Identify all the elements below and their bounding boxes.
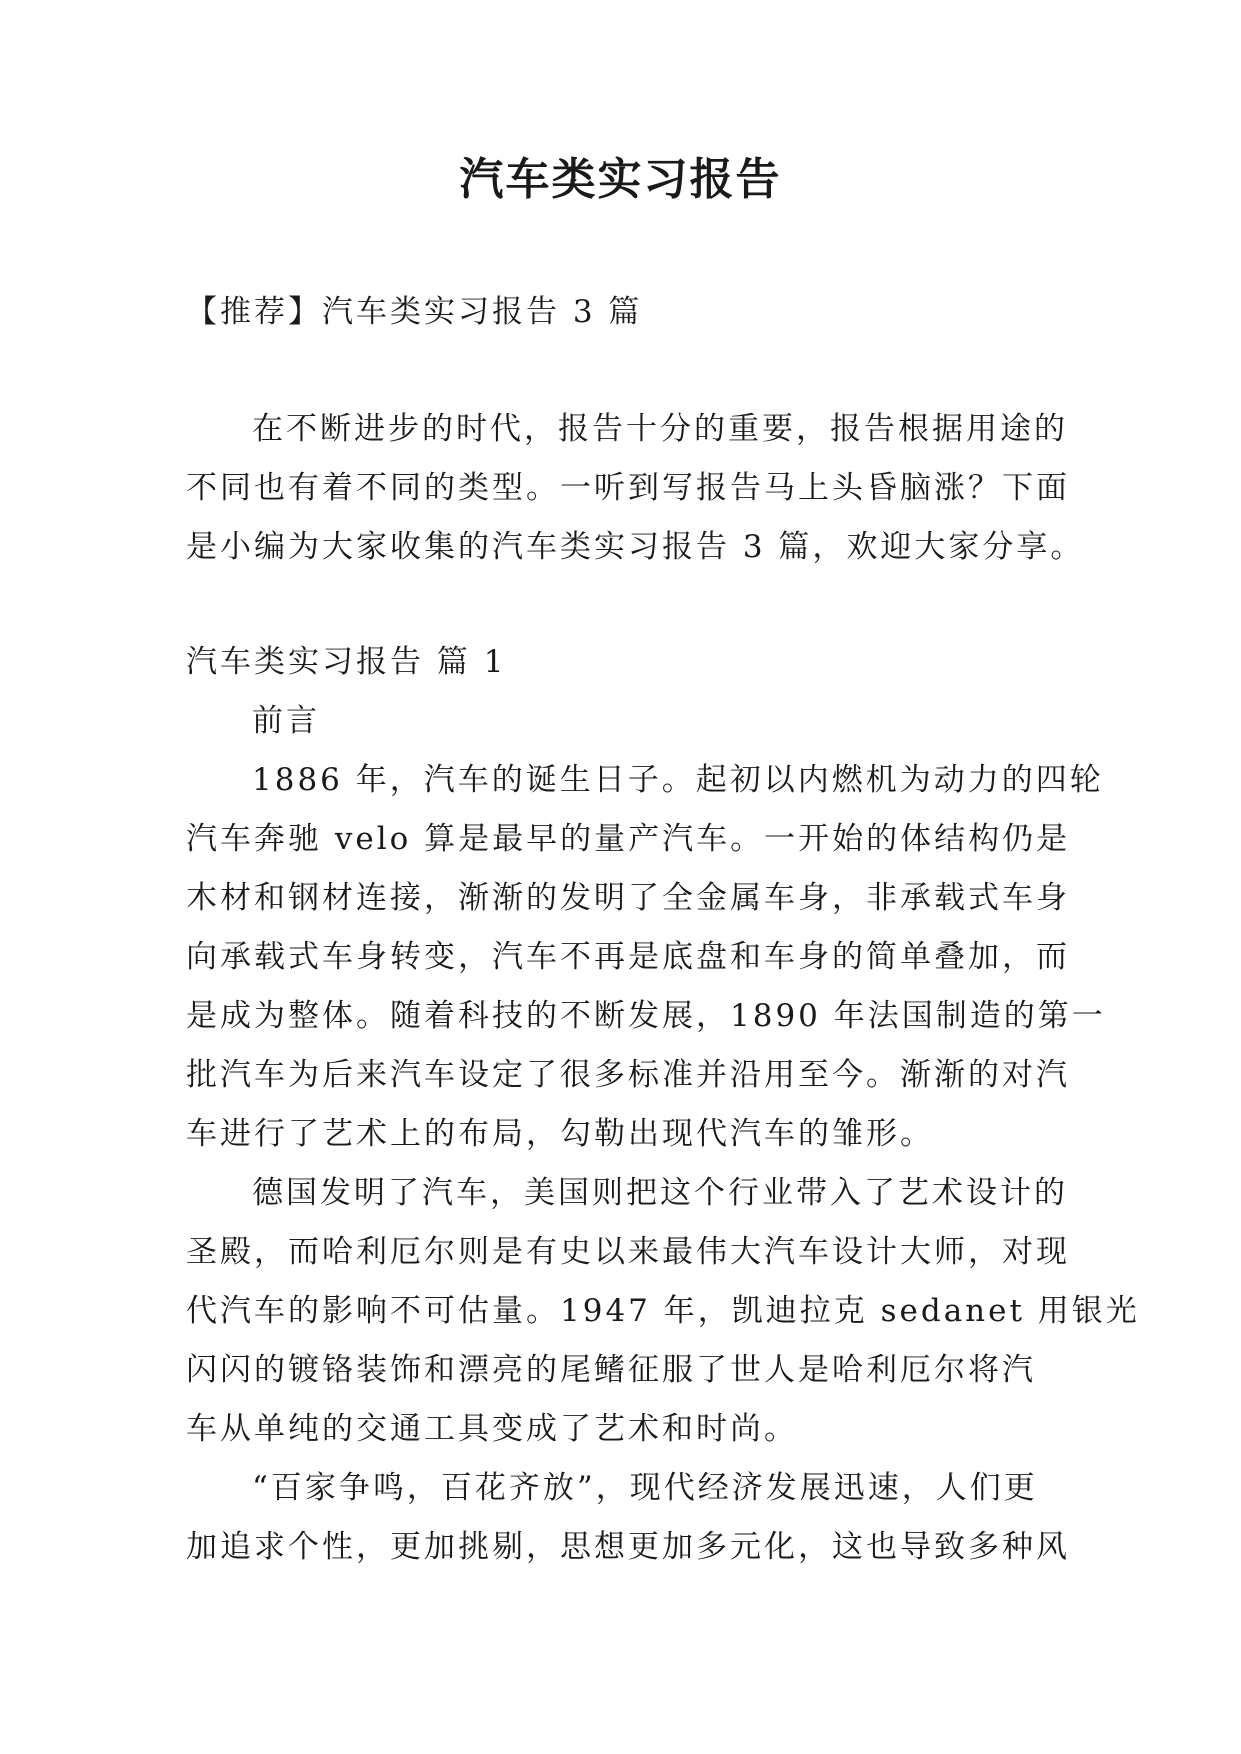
document-subtitle: 【推荐】汽车类实习报告 3 篇 [186,294,643,330]
paragraph-line: 加追求个性，更加挑剔，思想更加多元化，这也导致多种风 [186,1529,1070,1565]
document-title: 汽车类实习报告 [459,154,782,205]
paragraph-line: 向承载式车身转变，汽车不再是底盘和车身的简单叠加，而 [186,939,1070,975]
paragraph-2 [186,1164,1140,1459]
preface-heading: 前言 [252,703,320,739]
paragraph-line: 木材和钢材连接，渐渐的发明了全金属车身，非承载式车身 [186,880,1070,916]
paragraph-line: 汽车奔驰 velo 算是最早的量产汽车。一开始的体结构仍是 [186,821,1071,857]
paragraph-line: 1886 年，汽车的诞生日子。起初以内燃机为动力的四轮 [252,762,1104,798]
intro-line: 是小编为大家收集的汽车类实习报告 3 篇，欢迎大家分享。 [186,529,1085,565]
paragraph-line: 德国发明了汽车，美国则把这个行业带入了艺术设计的 [252,1175,1068,1211]
paragraph-line: 车从单纯的交通工具变成了艺术和时尚。 [186,1411,798,1447]
intro-line: 在不断进步的时代，报告十分的重要，报告根据用途的 [252,411,1068,447]
intro-line: 不同也有着不同的类型。一听到写报告马上头昏脑涨？下面 [186,470,1070,506]
main-content [186,633,1140,1577]
intro-paragraph [186,400,1085,577]
paragraph-line: 代汽车的影响不可估量。1947 年，凯迪拉克 sedanet 用银光 [186,1293,1140,1329]
paragraph-line: “百家争鸣，百花齐放”，现代经济发展迅速，人们更 [252,1470,1038,1506]
paragraph-1 [186,751,1106,1164]
section-heading: 汽车类实习报告 篇 1 [186,644,507,680]
paragraph-line: 批汽车为后来汽车设定了很多标准并沿用至今。渐渐的对汽 [186,1057,1070,1093]
paragraph-line: 圣殿，而哈利厄尔则是有史以来最伟大汽车设计大师，对现 [186,1234,1070,1270]
paragraph-line: 是成为整体。随着科技的不断发展，1890 年法国制造的第一 [186,998,1106,1034]
paragraph-line: 闪闪的镀铬装饰和漂亮的尾鳍征服了世人是哈利厄尔将汽 [186,1352,1036,1388]
paragraph-line: 车进行了艺术上的布局，勾勒出现代汽车的雏形。 [186,1116,934,1152]
paragraph-3 [186,1459,1070,1577]
